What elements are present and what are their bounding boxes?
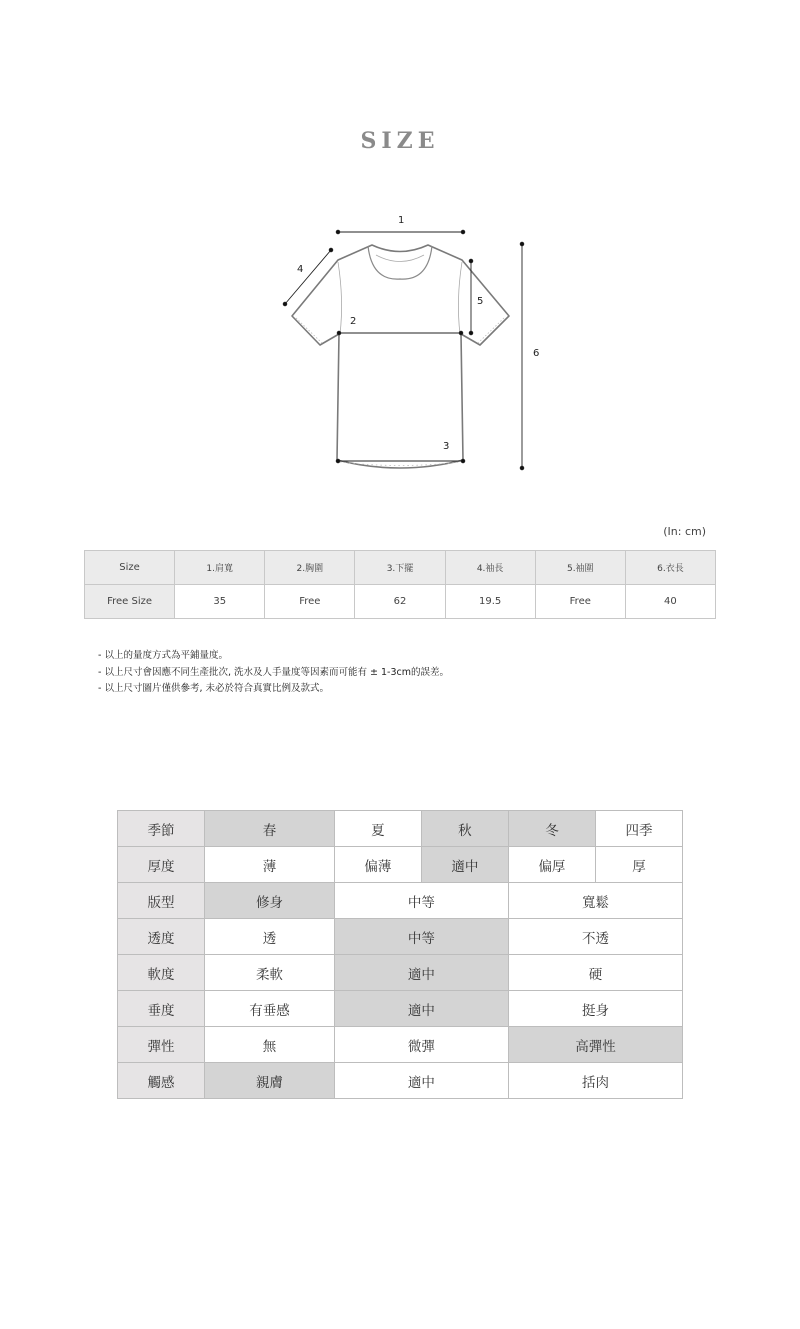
opt-thickness-3: 偏厚 <box>508 847 595 883</box>
label-drape: 垂度 <box>118 991 205 1027</box>
label-sheerness: 透度 <box>118 919 205 955</box>
opt-softness-0: 柔軟 <box>205 955 335 991</box>
opt-touch-1: 適中 <box>334 1063 508 1099</box>
cell-sleeve-length: 19.5 <box>445 585 535 619</box>
header-shoulder: 1.肩寬 <box>175 551 265 585</box>
label-elasticity: 彈性 <box>118 1027 205 1063</box>
row-touch <box>118 1063 683 1099</box>
label-thickness: 厚度 <box>118 847 205 883</box>
row-fit <box>118 883 683 919</box>
opt-fit-1: 中等 <box>334 883 508 919</box>
opt-thickness-1: 偏薄 <box>334 847 421 883</box>
tshirt-measurement-diagram <box>270 205 540 480</box>
opt-thickness-0: 薄 <box>205 847 335 883</box>
label-1: 1 <box>398 215 405 226</box>
header-chest: 2.胸圍 <box>265 551 355 585</box>
row-sheerness <box>118 919 683 955</box>
row-elasticity <box>118 1027 683 1063</box>
size-table <box>84 550 716 619</box>
note-3: - 以上尺寸圖片僅供參考, 未必於符合真實比例及款式。 <box>98 683 329 694</box>
opt-season-3: 冬 <box>508 811 595 847</box>
opt-elasticity-2: 高彈性 <box>508 1027 682 1063</box>
opt-drape-0: 有垂感 <box>205 991 335 1027</box>
row-softness <box>118 955 683 991</box>
row-drape <box>118 991 683 1027</box>
label-softness: 軟度 <box>118 955 205 991</box>
cell-sleeve-width: Free <box>535 585 625 619</box>
cell-chest: Free <box>265 585 355 619</box>
opt-sheerness-2: 不透 <box>508 919 682 955</box>
opt-season-1: 夏 <box>334 811 421 847</box>
cell-hem: 62 <box>355 585 445 619</box>
opt-season-2: 秋 <box>421 811 508 847</box>
opt-softness-2: 硬 <box>508 955 682 991</box>
cell-shoulder: 35 <box>175 585 265 619</box>
cell-size: Free Size <box>85 585 175 619</box>
opt-touch-0: 親膚 <box>205 1063 335 1099</box>
attribute-table <box>117 810 683 1099</box>
header-sleeve-width: 5.袖圍 <box>535 551 625 585</box>
header-hem: 3.下擺 <box>355 551 445 585</box>
label-5: 5 <box>477 296 484 307</box>
label-4: 4 <box>297 264 304 275</box>
header-size: Size <box>85 551 175 585</box>
header-length: 6.衣長 <box>625 551 715 585</box>
label-fit: 版型 <box>118 883 205 919</box>
opt-sheerness-1: 中等 <box>334 919 508 955</box>
opt-season-0: 春 <box>205 811 335 847</box>
note-2: - 以上尺寸會因應不同生產批次, 洗水及人手量度等因素而可能有 ± 1-3cm的誤差。 <box>98 666 449 678</box>
unit-label: (In: cm) <box>663 525 706 538</box>
note-1: - 以上的量度方式為平鋪量度。 <box>98 650 228 661</box>
header-sleeve-length: 4.袖長 <box>445 551 535 585</box>
row-season <box>118 811 683 847</box>
label-touch: 觸感 <box>118 1063 205 1099</box>
opt-drape-2: 挺身 <box>508 991 682 1027</box>
table-row <box>85 585 716 619</box>
page-title: SIZE <box>360 128 440 154</box>
opt-fit-0: 修身 <box>205 883 335 919</box>
opt-sheerness-0: 透 <box>205 919 335 955</box>
opt-season-4: 四季 <box>595 811 682 847</box>
opt-elasticity-1: 微彈 <box>334 1027 508 1063</box>
notes <box>98 648 449 698</box>
opt-thickness-2: 適中 <box>421 847 508 883</box>
row-thickness <box>118 847 683 883</box>
label-3: 3 <box>443 441 450 452</box>
opt-elasticity-0: 無 <box>205 1027 335 1063</box>
size-table-header-row <box>85 551 716 585</box>
opt-softness-1: 適中 <box>334 955 508 991</box>
opt-fit-2: 寬鬆 <box>508 883 682 919</box>
opt-drape-1: 適中 <box>334 991 508 1027</box>
cell-length: 40 <box>625 585 715 619</box>
label-season: 季節 <box>118 811 205 847</box>
opt-thickness-4: 厚 <box>595 847 682 883</box>
opt-touch-2: 括肉 <box>508 1063 682 1099</box>
label-6: 6 <box>533 348 540 359</box>
label-2: 2 <box>350 316 357 327</box>
